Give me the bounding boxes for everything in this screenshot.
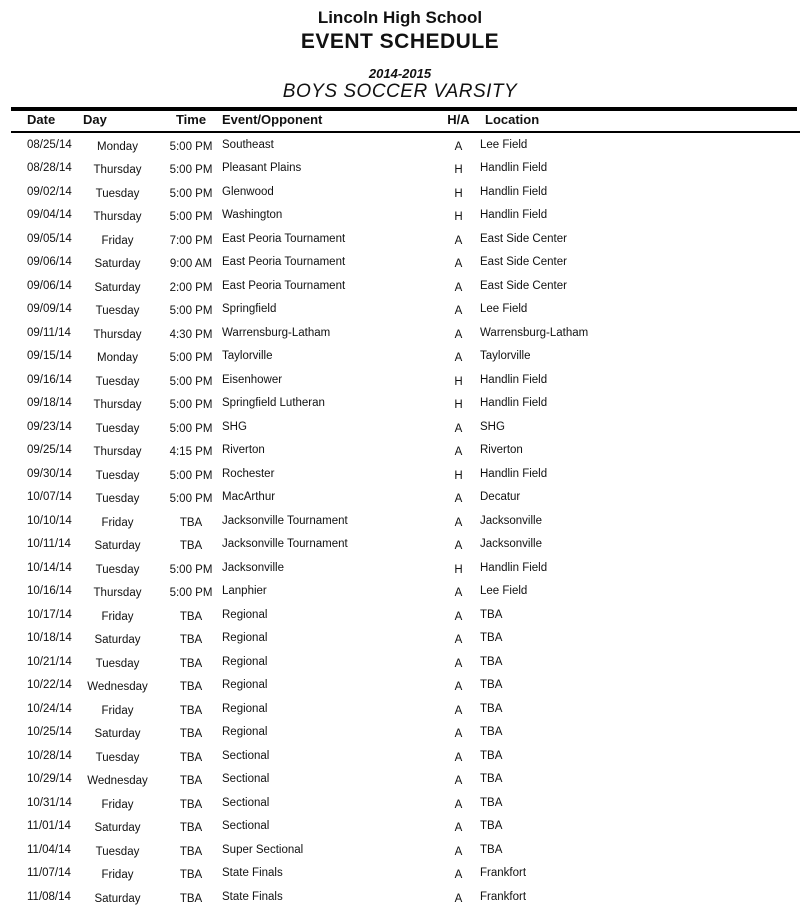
cell-time: TBA [179, 516, 203, 529]
table-row [0, 180, 800, 204]
cell-ha: H [454, 187, 463, 200]
cell-ha: A [454, 704, 463, 717]
cell-day: Saturday [94, 634, 141, 647]
cell-day: Wednesday [87, 775, 148, 788]
table-row [0, 368, 800, 392]
cell-day: Friday [101, 234, 134, 247]
cell-day: Friday [101, 798, 134, 811]
cell-date: 09/05/14 [27, 232, 72, 245]
cell-ha: A [454, 234, 463, 247]
cell-time: 5:00 PM [169, 187, 213, 200]
cell-event: State Finals [222, 890, 283, 903]
cell-location: Handlin Field [480, 467, 548, 480]
table-row [0, 650, 800, 674]
cell-ha: A [454, 892, 463, 905]
cell-event: SHG [222, 420, 247, 433]
cell-event: Springfield Lutheran [222, 397, 325, 410]
cell-time: TBA [179, 657, 203, 670]
cell-date: 10/10/14 [27, 514, 72, 527]
cell-day: Tuesday [95, 845, 140, 858]
table-row [0, 838, 800, 862]
cell-time: 2:00 PM [169, 281, 213, 294]
cell-ha: A [454, 869, 463, 882]
cell-date: 10/14/14 [27, 561, 72, 574]
cell-day: Saturday [94, 728, 141, 741]
cell-location: TBA [480, 608, 503, 621]
table-row [0, 533, 800, 557]
cell-date: 08/25/14 [27, 138, 72, 151]
cell-ha: A [454, 657, 463, 670]
cell-ha: A [454, 305, 463, 318]
table-row [0, 815, 800, 839]
cell-date: 10/21/14 [27, 655, 72, 668]
cell-location: Handlin Field [480, 561, 548, 574]
cell-date: 09/06/14 [27, 256, 72, 269]
cell-event: Regional [222, 632, 268, 645]
cell-event: Riverton [222, 444, 265, 457]
cell-location: TBA [480, 843, 503, 856]
cell-date: 11/04/14 [27, 843, 71, 856]
cell-ha: A [454, 728, 463, 741]
cell-date: 09/02/14 [27, 185, 72, 198]
cell-day: Friday [101, 704, 134, 717]
cell-time: 5:00 PM [169, 352, 213, 365]
cell-day: Saturday [94, 258, 141, 271]
table-row [0, 321, 800, 345]
cell-event: Lanphier [222, 585, 267, 598]
cell-date: 10/28/14 [27, 749, 72, 762]
cell-day: Monday [97, 352, 138, 365]
cell-date: 09/18/14 [27, 397, 72, 410]
table-row [0, 462, 800, 486]
cell-event: Pleasant Plains [222, 162, 302, 175]
cell-ha: A [454, 634, 463, 647]
cell-time: 7:00 PM [169, 234, 213, 247]
cell-ha: A [454, 775, 463, 788]
cell-event: Glenwood [222, 185, 274, 198]
table-row [0, 227, 800, 251]
table-row [0, 486, 800, 510]
cell-ha: A [454, 540, 463, 553]
cell-ha: A [454, 610, 463, 623]
cell-time: 5:00 PM [169, 399, 213, 412]
cell-ha: A [454, 751, 463, 764]
table-header-row [0, 112, 800, 127]
table-row [0, 721, 800, 745]
cell-date: 09/23/14 [27, 420, 72, 433]
cell-time: TBA [179, 540, 203, 553]
cell-date: 10/31/14 [27, 796, 72, 809]
cell-ha: A [454, 516, 463, 529]
cell-event: Regional [222, 702, 268, 715]
cell-location: Handlin Field [480, 373, 548, 386]
cell-event: East Peoria Tournament [222, 256, 346, 269]
cell-day: Tuesday [95, 375, 140, 388]
cell-ha: A [454, 681, 463, 694]
cell-day: Tuesday [95, 493, 140, 506]
cell-ha: A [454, 422, 463, 435]
cell-event: Taylorville [222, 350, 273, 363]
cell-event: Regional [222, 655, 268, 668]
cell-ha: A [454, 845, 463, 858]
cell-event: Sectional [222, 820, 270, 833]
cell-day: Monday [97, 140, 138, 153]
cell-date: 10/22/14 [27, 679, 72, 692]
table-row [0, 251, 800, 275]
cell-location: Handlin Field [480, 209, 548, 222]
cell-event: Super Sectional [222, 843, 304, 856]
cell-event: Regional [222, 679, 268, 692]
cell-event: Warrensburg-Latham [222, 326, 331, 339]
cell-location: East Side Center [480, 256, 567, 269]
cell-day: Thursday [93, 328, 142, 341]
cell-time: 5:00 PM [169, 563, 213, 576]
header-rule-top [11, 107, 797, 111]
season-label: 2014-2015 [368, 66, 432, 81]
cell-day: Tuesday [95, 305, 140, 318]
cell-ha: A [454, 140, 463, 153]
cell-date: 10/29/14 [27, 773, 72, 786]
cell-event: Sectional [222, 773, 270, 786]
table-row [0, 298, 800, 322]
cell-date: 10/11/14 [27, 538, 71, 551]
cell-event: Jacksonville Tournament [222, 538, 348, 551]
column-header-ha: H/A [447, 112, 470, 127]
cell-date: 10/18/14 [27, 632, 72, 645]
column-header-location: Location [485, 112, 540, 127]
cell-event: Regional [222, 608, 268, 621]
cell-ha: H [454, 563, 463, 576]
cell-event: East Peoria Tournament [222, 279, 346, 292]
table-row [0, 768, 800, 792]
cell-date: 10/25/14 [27, 726, 72, 739]
cell-location: Taylorville [480, 350, 531, 363]
cell-time: TBA [179, 681, 203, 694]
cell-location: Lee Field [480, 138, 528, 151]
cell-time: 5:00 PM [169, 375, 213, 388]
cell-location: East Side Center [480, 279, 567, 292]
cell-time: TBA [179, 845, 203, 858]
cell-ha: A [454, 587, 463, 600]
cell-date: 09/16/14 [27, 373, 72, 386]
cell-date: 10/24/14 [27, 702, 72, 715]
cell-time: 5:00 PM [169, 140, 213, 153]
cell-ha: A [454, 446, 463, 459]
table-row [0, 556, 800, 580]
cell-ha: A [454, 281, 463, 294]
cell-day: Friday [101, 610, 134, 623]
cell-event: Southeast [222, 138, 274, 151]
cell-ha: A [454, 798, 463, 811]
cell-ha: A [454, 493, 463, 506]
cell-location: Frankfort [480, 867, 527, 880]
cell-ha: A [454, 822, 463, 835]
cell-time: TBA [179, 869, 203, 882]
cell-time: 5:00 PM [169, 469, 213, 482]
cell-day: Thursday [93, 211, 142, 224]
cell-day: Thursday [93, 446, 142, 459]
table-row [0, 204, 800, 228]
table-row [0, 345, 800, 369]
cell-date: 09/06/14 [27, 279, 72, 292]
cell-date: 10/16/14 [27, 585, 72, 598]
cell-location: Decatur [480, 491, 521, 504]
cell-day: Thursday [93, 399, 142, 412]
cell-date: 09/30/14 [27, 467, 72, 480]
table-row [0, 157, 800, 181]
cell-ha: H [454, 375, 463, 388]
table-row [0, 415, 800, 439]
cell-location: TBA [480, 820, 503, 833]
cell-time: 4:30 PM [169, 328, 213, 341]
cell-day: Friday [101, 516, 134, 529]
cell-event: Sectional [222, 796, 270, 809]
cell-time: TBA [179, 728, 203, 741]
cell-date: 09/09/14 [27, 303, 72, 316]
cell-date: 10/17/14 [27, 608, 72, 621]
cell-event: Eisenhower [222, 373, 283, 386]
cell-day: Thursday [93, 164, 142, 177]
cell-time: TBA [179, 751, 203, 764]
cell-date: 09/11/14 [27, 326, 71, 339]
table-row [0, 603, 800, 627]
table-row [0, 392, 800, 416]
cell-event: Washington [222, 209, 283, 222]
cell-location: TBA [480, 796, 503, 809]
cell-day: Saturday [94, 281, 141, 294]
cell-ha: H [454, 164, 463, 177]
cell-time: TBA [179, 634, 203, 647]
cell-day: Wednesday [87, 681, 148, 694]
team-label: BOYS SOCCER VARSITY [282, 81, 518, 102]
cell-event: Jacksonville Tournament [222, 514, 348, 527]
cell-day: Tuesday [95, 563, 140, 576]
cell-day: Saturday [94, 892, 141, 905]
cell-ha: H [454, 399, 463, 412]
cell-location: Lee Field [480, 585, 528, 598]
column-header-time: Time [175, 112, 207, 127]
cell-day: Friday [101, 869, 134, 882]
cell-date: 10/07/14 [27, 491, 72, 504]
cell-location: Handlin Field [480, 397, 548, 410]
table-row [0, 697, 800, 721]
cell-location: TBA [480, 702, 503, 715]
table-row [0, 439, 800, 463]
cell-location: TBA [480, 726, 503, 739]
cell-location: TBA [480, 655, 503, 668]
cell-day: Tuesday [95, 422, 140, 435]
cell-time: TBA [179, 798, 203, 811]
cell-date: 08/28/14 [27, 162, 72, 175]
schedule-table-body [0, 133, 800, 909]
cell-date: 11/07/14 [27, 867, 71, 880]
cell-ha: A [454, 352, 463, 365]
column-header-date: Date [27, 112, 56, 127]
cell-time: TBA [179, 775, 203, 788]
cell-location: Jacksonville [480, 538, 542, 551]
cell-event: East Peoria Tournament [222, 232, 346, 245]
cell-location: TBA [480, 679, 503, 692]
cell-ha: A [454, 258, 463, 271]
cell-location: East Side Center [480, 232, 567, 245]
cell-date: 09/15/14 [27, 350, 72, 363]
cell-location: Riverton [480, 444, 523, 457]
cell-ha: H [454, 469, 463, 482]
column-header-day: Day [83, 112, 107, 127]
cell-time: TBA [179, 704, 203, 717]
cell-event: Regional [222, 726, 268, 739]
cell-location: Warrensburg-Latham [480, 326, 589, 339]
table-row [0, 862, 800, 886]
cell-location: TBA [480, 632, 503, 645]
table-row [0, 274, 800, 298]
cell-event: Sectional [222, 749, 270, 762]
cell-date: 09/04/14 [27, 209, 72, 222]
cell-time: 4:15 PM [169, 446, 213, 459]
cell-time: 5:00 PM [169, 493, 213, 506]
cell-date: 09/25/14 [27, 444, 72, 457]
table-row [0, 627, 800, 651]
cell-day: Tuesday [95, 751, 140, 764]
cell-ha: H [454, 211, 463, 224]
cell-time: TBA [179, 892, 203, 905]
cell-time: 5:00 PM [169, 305, 213, 318]
cell-event: Rochester [222, 467, 275, 480]
cell-time: 5:00 PM [169, 211, 213, 224]
cell-date: 11/01/14 [27, 820, 71, 833]
cell-location: Handlin Field [480, 185, 548, 198]
cell-day: Tuesday [95, 469, 140, 482]
table-row [0, 674, 800, 698]
cell-time: TBA [179, 610, 203, 623]
cell-day: Saturday [94, 822, 141, 835]
cell-time: 5:00 PM [169, 164, 213, 177]
cell-event: State Finals [222, 867, 283, 880]
table-row [0, 580, 800, 604]
cell-time: 5:00 PM [169, 422, 213, 435]
table-row [0, 885, 800, 909]
cell-event: Springfield [222, 303, 277, 316]
cell-day: Tuesday [95, 657, 140, 670]
cell-location: TBA [480, 749, 503, 762]
cell-time: TBA [179, 822, 203, 835]
table-row [0, 133, 800, 157]
cell-location: Handlin Field [480, 162, 548, 175]
cell-ha: A [454, 328, 463, 341]
cell-event: MacArthur [222, 491, 276, 504]
cell-location: Jacksonville [480, 514, 542, 527]
table-row [0, 509, 800, 533]
page-title: EVENT SCHEDULE [300, 30, 500, 53]
cell-location: TBA [480, 773, 503, 786]
table-row [0, 791, 800, 815]
cell-day: Saturday [94, 540, 141, 553]
column-header-event: Event/Opponent [222, 112, 323, 127]
cell-location: Lee Field [480, 303, 528, 316]
cell-day: Tuesday [95, 187, 140, 200]
cell-time: 5:00 PM [169, 587, 213, 600]
school-name: Lincoln High School [317, 8, 483, 27]
cell-date: 11/08/14 [27, 890, 71, 903]
table-row [0, 744, 800, 768]
cell-time: 9:00 AM [169, 258, 213, 271]
cell-location: Frankfort [480, 890, 527, 903]
cell-day: Thursday [93, 587, 142, 600]
cell-event: Jacksonville [222, 561, 284, 574]
cell-location: SHG [480, 420, 505, 433]
